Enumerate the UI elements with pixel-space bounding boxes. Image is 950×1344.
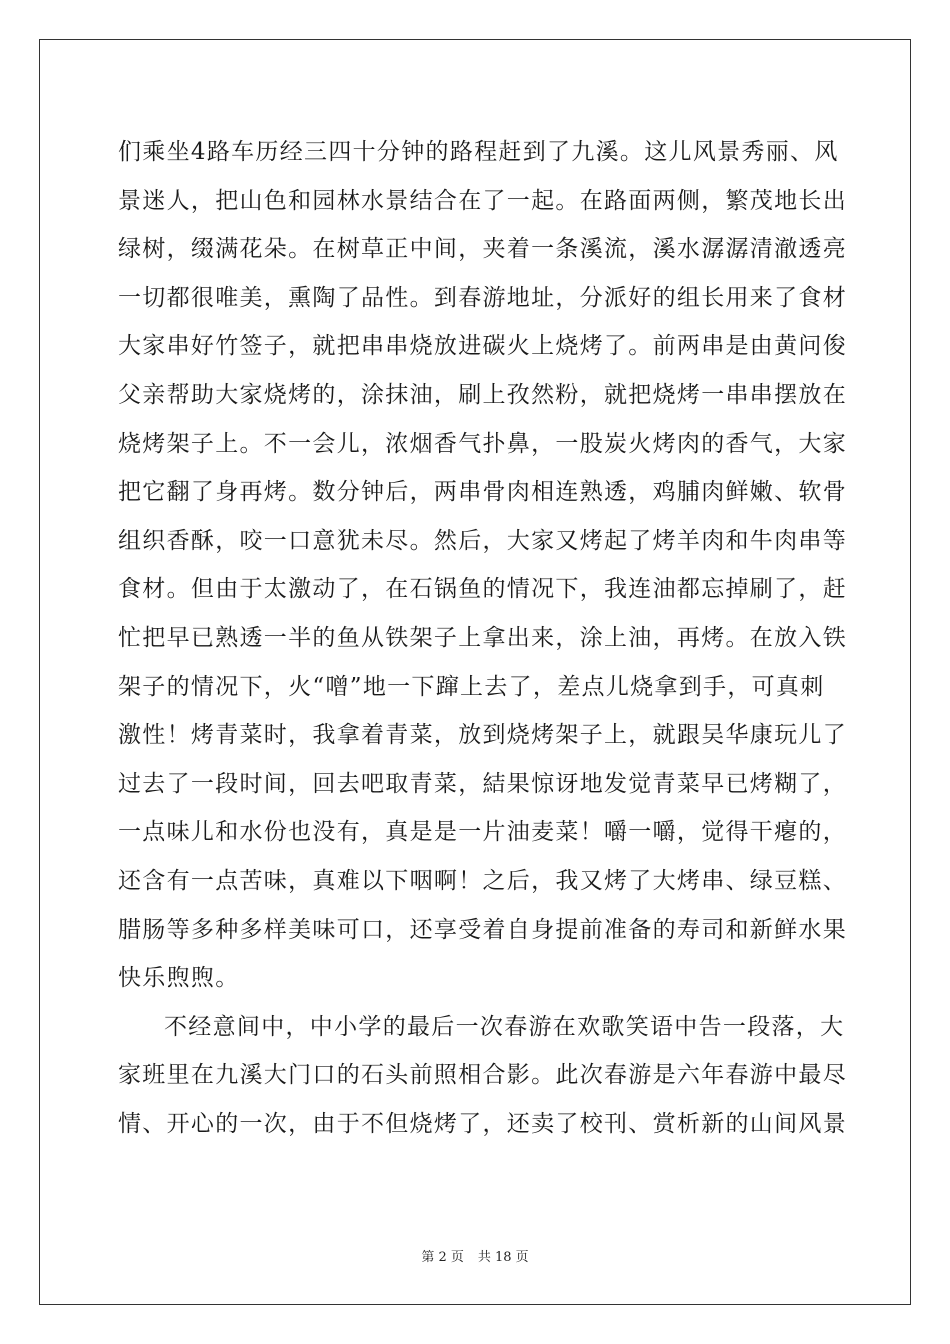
text-line: 一点味儿和水份也没有，真是是一片油麦菜！嚼一嚼，觉得干瘪的， bbox=[118, 819, 847, 846]
text-line: 绿树，缀满花朵。在树草正中间，夹着一条溪流，溪水潺潺清澈透亮 bbox=[118, 236, 847, 263]
document-body bbox=[118, 128, 847, 1148]
text-line: 过去了一段时间，回去吧取青菜，結果惊讶地发觉青菜早已烤糊了， bbox=[118, 770, 847, 797]
text-line: 架子的情况下，火“噌”地一下蹿上去了，差点儿烧拿到手，可真刺 bbox=[118, 673, 825, 700]
text-line: 一切都很唯美，熏陶了品性。到春游地址，分派好的组长用来了食材 bbox=[118, 284, 847, 311]
page-footer bbox=[0, 1246, 950, 1265]
text-line: 食材。但由于太激动了，在石锅鱼的情况下，我连油都忘掉刷了，赶 bbox=[118, 576, 847, 603]
text-line: 还含有一点苦味，真难以下咽啊！之后，我又烤了大烤串、绿豆糕、 bbox=[118, 867, 847, 894]
text-line: 组织香酥，咬一口意犹未尽。然后，大家又烤起了烤羊肉和牛肉串等 bbox=[118, 527, 847, 554]
text-line: 激性！烤青菜时，我拿着青菜，放到烧烤架子上，就跟吴华康玩儿了 bbox=[118, 722, 847, 749]
text-line: 情、开心的一次，由于不但烧烤了，还卖了校刊、赏析新的山间风景 bbox=[118, 1110, 847, 1137]
text-line: 烧烤架子上。不一会儿，浓烟香气扑鼻，一股炭火烤肉的香气，大家 bbox=[118, 430, 847, 457]
text-line: 家班里在九溪大门口的石头前照相合影。此次春游是六年春游中最尽 bbox=[118, 1062, 847, 1089]
text-line: 不经意间中，中小学的最后一次春游在欢歌笑语中告一段落，大 bbox=[164, 1013, 845, 1040]
text-line: 们乘坐4路车历经三四十分钟的路程赶到了九溪。这儿风景秀丽、风 bbox=[118, 139, 839, 165]
text-line: 腊肠等多种多样美味可口，还享受着自身提前准备的寿司和新鲜水果 bbox=[118, 916, 847, 943]
page-total: 共 18 页 bbox=[477, 1250, 529, 1265]
text-line: 忙把早已熟透一半的鱼从铁架子上拿出来，涂上油，再烤。在放入铁 bbox=[118, 624, 847, 651]
text-line: 父亲帮助大家烧烤的，涂抹油，刷上孜然粉，就把烧烤一串串摆放在 bbox=[118, 381, 847, 408]
page-number: 第 2 页 bbox=[421, 1250, 464, 1265]
text-line: 大家串好竹签子，就把串串烧放进碳火上烧烤了。前两串是由黄问俊 bbox=[118, 333, 847, 360]
text-line: 把它翻了身再烤。数分钟后，两串骨肉相连熟透，鸡脯肉鲜嫩、软骨 bbox=[118, 479, 847, 506]
text-line: 景迷人，把山色和园林水景结合在了一起。在路面两侧，繁茂地长出 bbox=[118, 187, 847, 214]
text-line: 快乐煦煦。 bbox=[118, 965, 240, 992]
